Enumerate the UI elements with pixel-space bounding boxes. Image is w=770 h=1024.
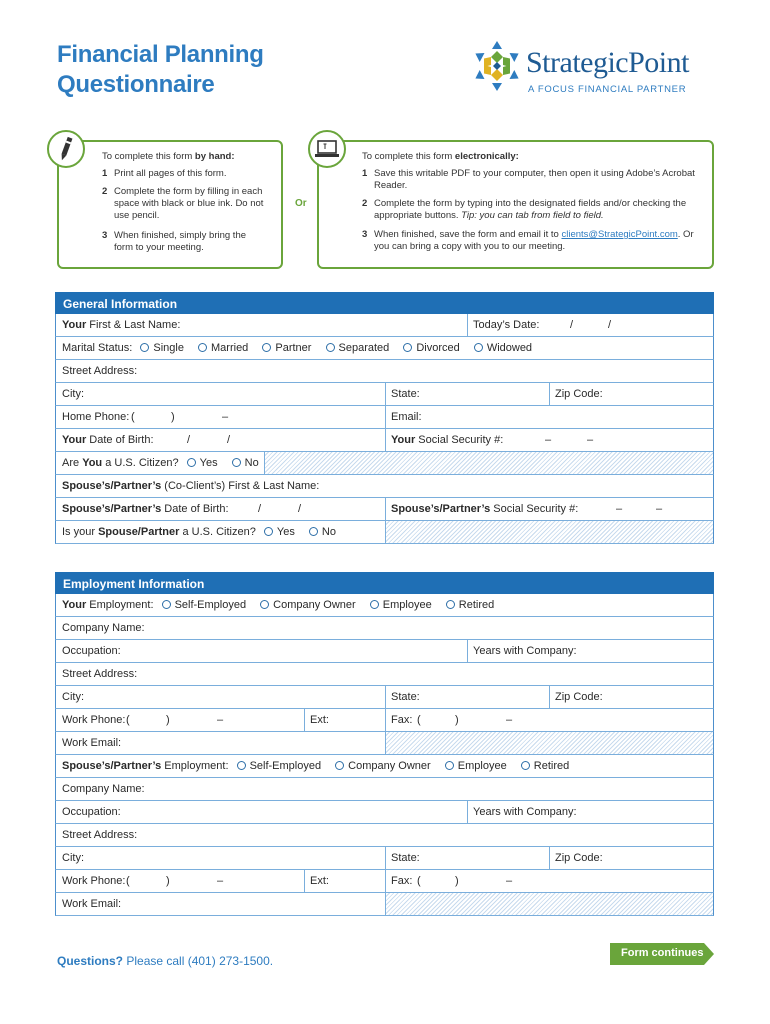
- spouse-occupation-row: [55, 801, 714, 824]
- spouse-ssn-dash-2: –: [656, 503, 663, 515]
- citizen-group: [56, 452, 262, 474]
- hand-intro: [102, 151, 235, 163]
- radio-label: Employee: [382, 599, 432, 611]
- state-field[interactable]: [385, 383, 551, 405]
- hand-step-2: [102, 186, 277, 222]
- spouse-dob-slash-1: /: [258, 503, 262, 515]
- citizen-row: [55, 452, 714, 475]
- first-last-label: First & Last Name:: [86, 319, 181, 331]
- dob-row: [55, 429, 714, 452]
- phone-dash: –: [222, 411, 229, 423]
- occupation-label: Occupation:: [62, 806, 121, 818]
- electronic-step-2: [362, 198, 702, 222]
- logo-mark-icon: [472, 38, 522, 94]
- occupation-label: Occupation:: [62, 645, 121, 657]
- years-label: Years with Company:: [473, 806, 577, 818]
- radio-circle-icon[interactable]: [474, 343, 483, 352]
- radio-circle-icon[interactable]: [264, 527, 273, 536]
- spouse-work-phone-field[interactable]: [56, 870, 302, 892]
- street-row: [55, 360, 714, 383]
- work-phone-label: Work Phone:: [62, 714, 126, 726]
- years-with-company-field[interactable]: [467, 640, 713, 662]
- ext-field[interactable]: [304, 709, 388, 731]
- hand-step-3: [102, 230, 262, 254]
- paren-open: (: [417, 875, 421, 887]
- hatched-area: [385, 893, 713, 915]
- hatched-area: [385, 732, 713, 754]
- spouse-bold: Spouse’s/Partner’s: [391, 503, 491, 515]
- electronic-step-3-text-a: When finished, save the form and email it to: [374, 229, 562, 240]
- logo-tagline: A FOCUS FINANCIAL PARTNER: [528, 84, 687, 95]
- radio-circle-icon[interactable]: [521, 761, 530, 770]
- employment-label: Employment:: [86, 599, 154, 611]
- hand-intro-bold: by hand:: [194, 151, 235, 162]
- your-employment-group: [56, 594, 494, 616]
- marital-status-row: [55, 337, 714, 360]
- spouse-work-phone-row: [55, 870, 714, 893]
- todays-date-field[interactable]: [467, 314, 713, 336]
- marital-status-label: Marital Status:: [62, 342, 133, 354]
- paren-close: ): [166, 875, 170, 887]
- radio-spouse-company-owner[interactable]: [335, 760, 431, 772]
- radio-label: Retired: [458, 599, 495, 611]
- spouse-employment-row: [55, 755, 714, 778]
- paren-open: (: [126, 714, 130, 726]
- street-address-label: Street Address:: [62, 365, 138, 377]
- spouse-zip-field[interactable]: [549, 847, 713, 869]
- employment-information-heading: Employment Information: [55, 572, 714, 594]
- street-label: Street Address:: [62, 668, 138, 680]
- dob-slash-2: /: [227, 434, 231, 446]
- spouse-street-field[interactable]: [56, 824, 713, 846]
- spouse-employment-group: [56, 755, 569, 777]
- spouse-years-field[interactable]: [467, 801, 713, 823]
- state-label: State:: [391, 691, 420, 703]
- spouse-street-row: [55, 824, 714, 847]
- radio-circle-icon[interactable]: [198, 343, 207, 352]
- electronic-step-2-num: 2: [362, 198, 368, 209]
- email-link[interactable]: clients@StrategicPoint.com: [561, 229, 678, 240]
- radio-separated[interactable]: [326, 342, 390, 354]
- radio-retired[interactable]: [446, 599, 494, 611]
- or-label: Or: [295, 198, 307, 209]
- spouse-company-name-field[interactable]: [56, 778, 713, 800]
- paren-open: (: [417, 714, 421, 726]
- radio-circle-icon[interactable]: [326, 343, 335, 352]
- radio-circle-icon[interactable]: [232, 458, 241, 467]
- spouse-name-row: [55, 475, 714, 498]
- radio-label: Retired: [533, 760, 570, 772]
- employer-street-row: [55, 663, 714, 686]
- electronic-step-3-text-b: . Or you can bring a copy with you to our meeting.: [374, 229, 694, 252]
- hand-step-3-text: When finished, simply bring the form to your meeting.: [114, 230, 247, 253]
- page-title: [57, 40, 264, 100]
- work-email-field[interactable]: [56, 732, 382, 754]
- spouse-occupation-field[interactable]: [56, 801, 462, 823]
- your-name-field[interactable]: [56, 314, 462, 336]
- hatched-area: [385, 521, 713, 543]
- radio-spouse-citizen-no[interactable]: [309, 526, 336, 538]
- employer-street-field[interactable]: [56, 663, 713, 685]
- street-label: Street Address:: [62, 829, 138, 841]
- electronic-intro-bold: electronically:: [454, 151, 519, 162]
- spouse-name-field[interactable]: [56, 475, 713, 497]
- electronic-step-2-text: Complete the form by typing into the designated fields and/or checking the appropriate buttons.: [374, 198, 687, 221]
- spouse-cit-bold: Spouse/Partner: [98, 526, 180, 538]
- work-email-label: Work Email:: [62, 898, 122, 910]
- zip-field[interactable]: [549, 383, 713, 405]
- radio-circle-icon[interactable]: [237, 761, 246, 770]
- email-field[interactable]: [385, 406, 713, 428]
- fax-label: Fax:: [391, 875, 413, 887]
- radio-circle-icon[interactable]: [370, 600, 379, 609]
- fax-dash: –: [506, 875, 513, 887]
- ssn-dash-1: –: [545, 434, 552, 446]
- employer-state-field[interactable]: [385, 686, 551, 708]
- spouse-city-row: [55, 847, 714, 870]
- paren-open: (: [131, 411, 135, 423]
- form-continues-badge: [610, 943, 714, 965]
- your-employment-row: [55, 594, 714, 617]
- spouse-ssn-label: Social Security #:: [490, 503, 579, 515]
- radio-label: Employee: [457, 760, 507, 772]
- radio-label: Self-Employed: [174, 599, 247, 611]
- phone-dash: –: [217, 875, 224, 887]
- street-address-field[interactable]: [56, 360, 713, 382]
- spouse-bold: Spouse’s/Partner’s: [62, 480, 162, 492]
- radio-label: Partner: [275, 342, 312, 354]
- radio-label: Single: [153, 342, 184, 354]
- employment-label: Employment:: [161, 760, 229, 772]
- radio-citizen-yes[interactable]: [187, 457, 218, 469]
- spouse-cit-text-b: a U.S. Citizen?: [179, 526, 256, 538]
- date-slash-2: /: [608, 319, 612, 331]
- radio-circle-icon[interactable]: [309, 527, 318, 536]
- electronic-step-1-num: 1: [362, 168, 368, 179]
- zip-label: Zip Code:: [555, 691, 603, 703]
- spouse-dob-row: [55, 498, 714, 521]
- fax-dash: –: [506, 714, 513, 726]
- spouse-bold: Spouse’s/Partner’s: [62, 760, 162, 772]
- citizen-text-b: a U.S. Citizen?: [102, 457, 179, 469]
- radio-label: Widowed: [486, 342, 533, 354]
- radio-circle-icon[interactable]: [403, 343, 412, 352]
- spouse-fax-field[interactable]: [385, 870, 713, 892]
- title-line-2: Questionnaire: [57, 71, 215, 98]
- electronic-step-2-tip: Tip: you can tab from field to field.: [461, 210, 604, 221]
- radio-married[interactable]: [198, 342, 248, 354]
- hand-step-1-num: 1: [102, 168, 108, 179]
- spouse-work-email-row: [55, 893, 714, 916]
- citizen-text-a: Are: [62, 457, 83, 469]
- ext-label: Ext:: [310, 714, 329, 726]
- electronic-intro-text: To complete this form: [362, 151, 455, 162]
- radio-label: Company Owner: [348, 760, 431, 772]
- spouse-citizen-group: [56, 521, 382, 543]
- occupation-row: [55, 640, 714, 663]
- phone-dash: –: [217, 714, 224, 726]
- radio-circle-icon[interactable]: [262, 343, 271, 352]
- radio-circle-icon[interactable]: [187, 458, 196, 467]
- radio-circle-icon[interactable]: [335, 761, 344, 770]
- dob-slash-1: /: [187, 434, 191, 446]
- radio-label: Married: [211, 342, 249, 354]
- your-bold: Your: [62, 319, 87, 331]
- city-label: City:: [62, 691, 84, 703]
- home-phone-row: [55, 406, 714, 429]
- paren-close: ): [455, 714, 459, 726]
- work-email-row: [55, 732, 714, 755]
- ssn-dash-2: –: [587, 434, 594, 446]
- spouse-company-name-row: [55, 778, 714, 801]
- company-name-label: Company Name:: [62, 622, 145, 634]
- your-dob-field[interactable]: [56, 429, 382, 451]
- spouse-dob-field[interactable]: [56, 498, 382, 520]
- years-label: Years with Company:: [473, 645, 577, 657]
- spouse-city-field[interactable]: [56, 847, 382, 869]
- hand-step-2-num: 2: [102, 186, 108, 197]
- electronic-step-1: [362, 168, 702, 192]
- laptop-icon: [308, 130, 346, 168]
- electronic-step-3-body: [374, 229, 702, 253]
- dob-label: Date of Birth:: [86, 434, 154, 446]
- city-row: [55, 383, 714, 406]
- ext-label: Ext:: [310, 875, 329, 887]
- spouse-ssn-field[interactable]: [385, 498, 713, 520]
- paren-close: ): [171, 411, 175, 423]
- company-logo: [472, 38, 722, 98]
- spouse-cit-text-a: Is your: [62, 526, 99, 538]
- radio-label: Separated: [338, 342, 390, 354]
- work-phone-label: Work Phone:: [62, 875, 126, 887]
- radio-self-employed[interactable]: [162, 599, 247, 611]
- employer-city-row: [55, 686, 714, 709]
- questions-text: Please call (401) 273-1500.: [123, 954, 274, 968]
- radio-spouse-retired[interactable]: [521, 760, 569, 772]
- company-name-row: [55, 617, 714, 640]
- state-label: State:: [391, 852, 420, 864]
- hand-step-3-num: 3: [102, 230, 108, 241]
- spouse-bold: Spouse’s/Partner’s: [62, 503, 162, 515]
- spouse-ext-field[interactable]: [304, 870, 388, 892]
- spouse-dob-slash-2: /: [298, 503, 302, 515]
- questions-bold: Questions?: [57, 954, 124, 968]
- employment-information-section: [55, 572, 714, 916]
- radio-spouse-employee[interactable]: [445, 760, 507, 772]
- ssn-label: Social Security #:: [415, 434, 504, 446]
- spouse-name-label: (Co-Client’s) First & Last Name:: [161, 480, 320, 492]
- work-email-label: Work Email:: [62, 737, 122, 749]
- logo-name: StrategicPoint: [526, 46, 689, 79]
- zip-label: Zip Code:: [555, 852, 603, 864]
- radio-circle-icon[interactable]: [445, 761, 454, 770]
- questions-footer: [57, 954, 273, 968]
- city-label: City:: [62, 388, 84, 400]
- your-bold: Your: [62, 599, 87, 611]
- radio-label: Self-Employed: [249, 760, 322, 772]
- radio-label: No: [321, 526, 336, 538]
- company-name-field[interactable]: [56, 617, 713, 639]
- hatched-area: [264, 452, 713, 474]
- occupation-field[interactable]: [56, 640, 462, 662]
- electronic-step-2-body: [374, 198, 702, 222]
- city-field[interactable]: [56, 383, 382, 405]
- paren-close: ): [455, 875, 459, 887]
- radio-company-owner[interactable]: [260, 599, 356, 611]
- electronic-intro: [362, 151, 519, 163]
- radio-circle-icon[interactable]: [260, 600, 269, 609]
- radio-circle-icon[interactable]: [446, 600, 455, 609]
- radio-divorced[interactable]: [403, 342, 459, 354]
- work-phone-row: [55, 709, 714, 732]
- hand-intro-text: To complete this form: [102, 151, 195, 162]
- paren-close: ): [166, 714, 170, 726]
- radio-employee[interactable]: [370, 599, 432, 611]
- fax-field[interactable]: [385, 709, 713, 731]
- your-name-row: [55, 314, 714, 337]
- your-bold: Your: [62, 434, 87, 446]
- spouse-work-email-field[interactable]: [56, 893, 382, 915]
- hand-step-1-text: Print all pages of this form.: [114, 168, 227, 179]
- spouse-dob-label: Date of Birth:: [161, 503, 229, 515]
- radio-label: Yes: [199, 457, 218, 469]
- spouse-state-field[interactable]: [385, 847, 551, 869]
- city-label: City:: [62, 852, 84, 864]
- your-bold: Your: [391, 434, 416, 446]
- radio-single[interactable]: [140, 342, 184, 354]
- electronic-step-3-num: 3: [362, 229, 368, 240]
- work-phone-field[interactable]: [56, 709, 302, 731]
- employer-zip-field[interactable]: [549, 686, 713, 708]
- your-ssn-field[interactable]: [385, 429, 713, 451]
- marital-status-group: [56, 337, 532, 359]
- home-phone-label: Home Phone:: [62, 411, 130, 423]
- citizen-you: You: [82, 457, 103, 469]
- radio-spouse-self-employed[interactable]: [237, 760, 322, 772]
- fax-label: Fax:: [391, 714, 413, 726]
- home-phone-field[interactable]: [56, 406, 382, 428]
- form-continues-label: Form continues: [621, 947, 704, 959]
- date-slash-1: /: [570, 319, 574, 331]
- company-name-label: Company Name:: [62, 783, 145, 795]
- radio-spouse-citizen-yes[interactable]: [264, 526, 295, 538]
- general-information-section: [55, 292, 714, 544]
- zip-label: Zip Code:: [555, 388, 603, 400]
- pen-icon: [47, 130, 85, 168]
- electronic-step-1-text: Save this writable PDF to your computer, then open it using Adobe’s Acrobat Reader.: [374, 168, 695, 191]
- radio-citizen-no[interactable]: [232, 457, 259, 469]
- spouse-ssn-dash-1: –: [616, 503, 623, 515]
- spouse-citizen-row: [55, 521, 714, 544]
- employer-city-field[interactable]: [56, 686, 382, 708]
- radio-label: Yes: [276, 526, 295, 538]
- radio-circle-icon[interactable]: [140, 343, 149, 352]
- radio-label: Divorced: [416, 342, 460, 354]
- state-label: State:: [391, 388, 420, 400]
- title-line-1: Financial Planning: [57, 41, 264, 68]
- todays-date-label: Today’s Date:: [473, 319, 540, 331]
- email-label: Email:: [391, 411, 422, 423]
- paren-open: (: [126, 875, 130, 887]
- electronic-step-3: [362, 229, 702, 253]
- hand-step-2-text: Complete the form by filling in each space with black or blue ink. Do not use pencil.: [114, 186, 264, 221]
- general-information-heading: General Information: [55, 292, 714, 314]
- radio-label: No: [244, 457, 259, 469]
- radio-circle-icon[interactable]: [162, 600, 171, 609]
- hand-step-1: [102, 168, 277, 180]
- radio-widowed[interactable]: [474, 342, 532, 354]
- radio-label: Company Owner: [273, 599, 356, 611]
- radio-partner[interactable]: [262, 342, 311, 354]
